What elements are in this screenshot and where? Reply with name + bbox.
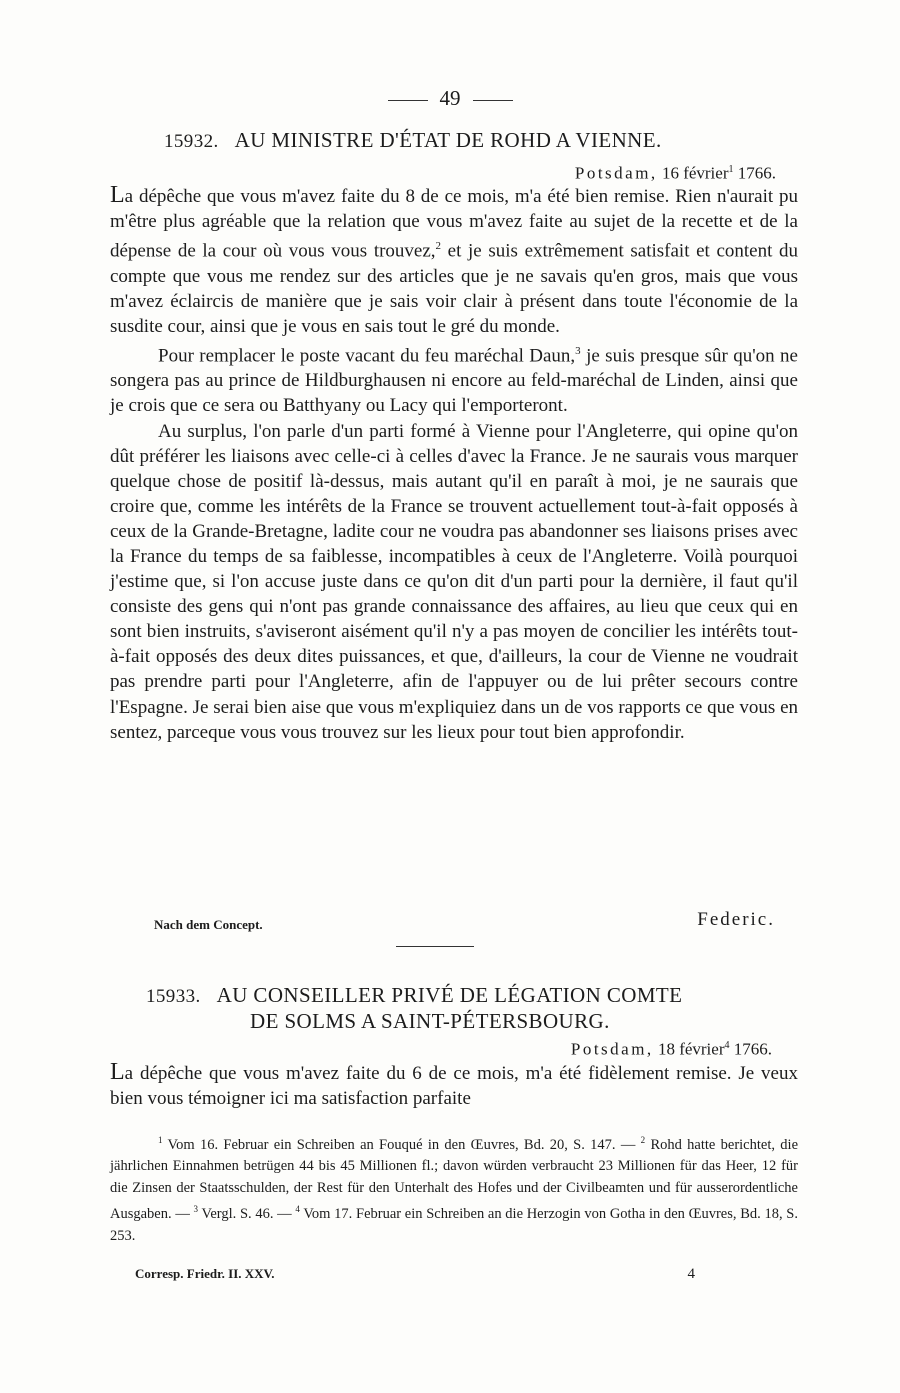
letter-heading <box>110 983 836 1033</box>
footnotes <box>110 1130 798 1247</box>
drop-initial: L <box>110 1059 125 1085</box>
page-footer <box>135 1266 695 1282</box>
footnote-text: Vom 17. Februar ein Schreiben an die Herzogin von Gotha in den Œuvres, Bd. 18, S. 253. <box>110 1206 798 1244</box>
letter-dateline <box>571 1035 772 1061</box>
dateline-year: 1766. <box>733 1039 772 1059</box>
footnote-ref: 4 <box>724 1040 730 1051</box>
letter-heading <box>110 128 854 154</box>
footnote-block <box>110 1130 798 1247</box>
footnote-ref: 2 <box>435 240 442 253</box>
page-number-dash-right <box>473 100 513 101</box>
footnote-text: Rohd hatte berichtet, die jährlichen Einnahmen betrügen 44 bis 45 Millionen fl.; davon würden verbraucht 23 Millionen für das Heer, 12 für die Zinsen der Staatsschulden, der Rest für den Unterhalt des Hofes und der Civilbeamten und für ausserordentliche Ausgaben. — <box>110 1136 798 1223</box>
dateline-year: 1766. <box>737 163 776 183</box>
source-note: Nach dem Concept. <box>154 917 263 932</box>
paragraph-text: je suis presque sûr qu'on ne songera pas au prince de Hildburghausen ni encore au feld-maréchal de Linden, ainsi que je crois que ce sera ou Batthyany ou Lacy qui l'emporteront. <box>110 345 798 417</box>
drop-initial: L <box>110 182 125 208</box>
footer-source: Corresp. Friedr. II. XXV. <box>135 1266 275 1281</box>
paragraph <box>110 339 798 419</box>
footnote-mark: 1 <box>158 1135 163 1145</box>
page-number-line <box>0 86 900 110</box>
page-number-dash-left <box>388 100 428 101</box>
letter-dateline <box>575 159 776 185</box>
paragraph <box>110 1060 798 1111</box>
footnote-text: Vom 16. Februar ein Schreiben an Fouqué in den Œuvres, Bd. 20, S. 147. — <box>162 1136 641 1153</box>
paragraph-text: a dépêche que vous m'avez faite du 6 de ce mois, m'a été fidèlement remise. Je veux bien vous témoigner ici ma satisfaction parfaite <box>110 1063 798 1110</box>
letter-body <box>110 183 798 745</box>
paragraph-text: a dépêche que vous m'avez faite du 8 de ce mois, m'a été bien remise. Rien n'aurait pu m'être plus agréable que la relation que vous m'avez faite au sujet de la recette et de la dépense de la cour où vous vous trouvez, <box>110 186 798 262</box>
letter-body <box>110 1060 798 1111</box>
dateline-place: Potsdam, <box>570 1039 654 1059</box>
dateline-date: 16 février <box>661 163 729 183</box>
letter-title: AU CONSEILLER PRIVÉ DE LÉGATION COMTE <box>216 983 683 1007</box>
footnote-mark: 3 <box>193 1204 199 1215</box>
signature-mark: 4 <box>687 1266 695 1282</box>
paragraph-text: et je suis extrêmement satisfait et content du compte que vous me rendez sur des articles que je ne savais qu'en gros, mais que vous m'avez éclaircis de manière que je sais voir clair à présent dans toute l'économie de la susdite cour, ainsi que je vous en sais tout le gré du monde. <box>110 240 799 337</box>
letter-closing <box>110 909 775 937</box>
dateline-place: Potsdam, <box>574 163 658 183</box>
footnote-ref: 3 <box>575 344 581 357</box>
paragraph: Au surplus, l'on parle d'un parti formé à Vienne pour l'Angleterre, qui opine qu'on dût préférer les liaisons avec celle-ci à celles d'avec la France. Je ne saurais vous marquer quelque chose de positif là-dessus, mais autant qu'il en paraît à moi, je ne saurais que croire que, comme les intérêts de la France se trouvent actuellement tout-à-fait opposés à ceux de la Grande-Bretagne, ladite cour ne voudra pas abandonner ses liaisons prises avec la France du temps de sa faiblesse, incompatibles à ceux de l'Angleterre. Voilà pourquoi j'estime que, si l'on accuse juste dans ce qu'on dit d'un parti pour la dernière, il faut qu'il consiste des gens qui n'ont pas grande connaissance des affaires, au lieu que ceux qui en sont bien instruits, s'aviseront aisément qu'il n'y a pas moyen de concilier les intérêts tout-à-fait opposés des deux dites puissances, et que, d'ailleurs, la cour de Vienne ne voudrait pas prendre parti pour l'Angleterre, afin de l'appuyer ou de lui prêter secours contre l'Espagne. Je serai bien aise que vous m'expliquiez dans un de vos rapports ce que vous en sentez, parceque vous vous trouvez sur les lieux pour tout bien approfondir. <box>110 420 798 743</box>
letter-title: AU MINISTRE D'ÉTAT DE ROHD A VIENNE. <box>234 128 662 152</box>
letter-title-line-2: DE SOLMS A SAINT-PÉTERSBOURG. <box>250 1009 610 1033</box>
footnote-mark: 2 <box>640 1135 646 1145</box>
separator-rule <box>396 946 474 947</box>
footnote-ref: 1 <box>728 164 734 175</box>
letter-number: 15932. <box>164 131 219 152</box>
page-number: 49 <box>439 86 461 110</box>
paragraph-text: Pour remplacer le poste vacant du feu maréchal Daun, <box>158 345 576 367</box>
letter-title-line-1 <box>146 983 836 1009</box>
signature: Federic. <box>697 909 775 930</box>
paragraph <box>110 183 798 339</box>
footnote-mark: 4 <box>295 1204 300 1215</box>
dateline-date: 18 février <box>657 1039 725 1059</box>
letter-number: 15933. <box>146 986 201 1007</box>
footnote-text: Vergl. S. 46. — <box>198 1206 296 1223</box>
